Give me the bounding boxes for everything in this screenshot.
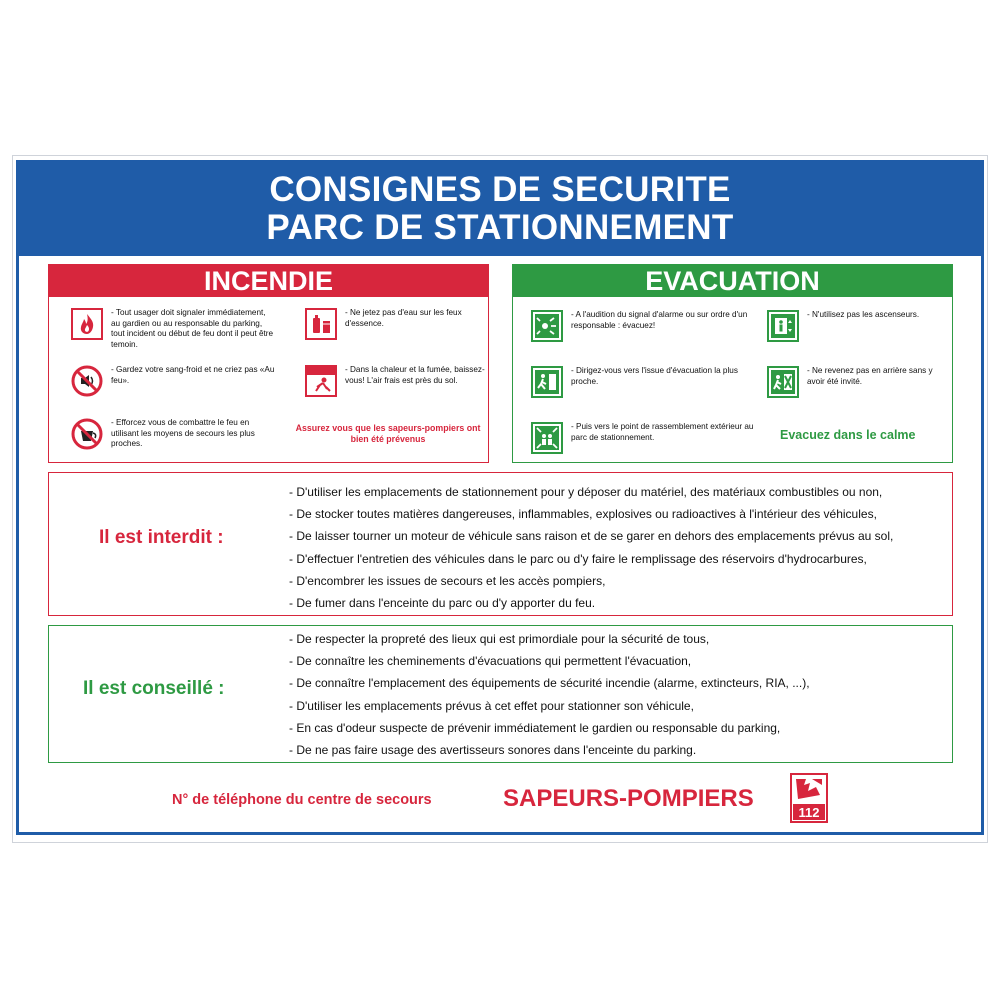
list-item: - De connaître l'emplacement des équipements de sécurité incendie (alarme, extincteurs, RIA, ...),: [289, 676, 810, 691]
list-item: - De stocker toutes matières dangereuses, inflammables, explosives ou radioactives à l'intérieur des véhicules,: [289, 507, 877, 522]
emergency-number: 112: [798, 805, 820, 820]
sign-frame: [16, 160, 984, 835]
evacuation-item-text: - N'utilisez pas les ascenseurs.: [807, 310, 920, 319]
incendie-emphasis: Assurez vous que les sapeurs-pompiers ont bien été prévenus: [295, 423, 481, 444]
evacuation-item-text: - A l'audition du signal d'alarme ou sur ordre d'un responsable : évacuez!: [571, 310, 748, 330]
service-name: SAPEURS-POMPIERS: [503, 785, 754, 812]
list-item: - De respecter la propreté des lieux qui est primordiale pour la sécurité de tous,: [289, 632, 710, 646]
conseille-label: Il est conseillé :: [83, 678, 225, 699]
evacuation-emphasis: Evacuez dans le calme: [780, 428, 916, 442]
list-item: - D'effectuer l'entretien des véhicules dans le parc ou d'y faire le remplissage des réservoirs d'hydrocarbures,: [289, 551, 867, 566]
title-line-1: CONSIGNES DE SECURITE: [269, 170, 731, 209]
incendie-item-text: - Dans la chaleur et la fumée, baissez-vous! L'air frais est près du sol.: [345, 365, 485, 385]
list-item: - De laisser tourner un moteur de véhicule sans raison et de se garer en dehors des emplacements prévus au sol,: [289, 529, 894, 544]
list-item: - De fumer dans l'enceinte du parc ou d'y apporter du feu.: [289, 596, 596, 611]
interdit-label: Il est interdit :: [99, 527, 224, 548]
list-item: - En cas d'odeur suspecte de prévenir immédiatement le gardien ou responsable du parking,: [289, 720, 781, 735]
list-item: - De ne pas faire usage des avertisseurs sonores dans l'enceinte du parking.: [289, 743, 697, 758]
evacuation-item-text: - Dirigez-vous vers l'issue d'évacuation la plus proche.: [571, 366, 738, 386]
incendie-header: INCENDIE: [49, 265, 488, 297]
phone-label: N° de téléphone du centre de secours: [172, 792, 432, 808]
title-line-2: PARC DE STATIONNEMENT: [266, 208, 734, 247]
list-item: - D'utiliser les emplacements prévus à cet effet pour stationner son véhicule,: [289, 698, 694, 713]
list-item: - De connaître les cheminements d'évacuations qui permettent l'évacuation,: [289, 654, 692, 669]
evacuation-item-text: - Puis vers le point de rassemblement extérieur au parc de stationnement.: [571, 422, 754, 442]
incendie-item-text: - Ne jetez pas d'eau sur les feux d'essence.: [345, 308, 462, 328]
list-item: - D'utiliser les emplacements de stationnement pour y déposer du matériel, des matériaux combustibles ou non,: [289, 485, 883, 499]
evacuation-item-text: - Ne revenez pas en arrière sans y avoir été invité.: [807, 366, 933, 386]
incendie-item-text: - Gardez votre sang-froid et ne criez pas «Au feu».: [111, 365, 275, 385]
list-item: - D'encombrer les issues de secours et les accès pompiers,: [289, 573, 606, 588]
evacuation-header: EVACUATION: [513, 265, 952, 297]
incendie-item-text: - Efforcez vous de combattre le feu en utilisant les moyens de secours les plus proches.: [111, 418, 255, 448]
incendie-item-text: - Tout usager doit signaler immédiatement, au gardien ou au responsable du parking, tout incident ou début de feu dont il peut être temoin.: [111, 308, 274, 349]
